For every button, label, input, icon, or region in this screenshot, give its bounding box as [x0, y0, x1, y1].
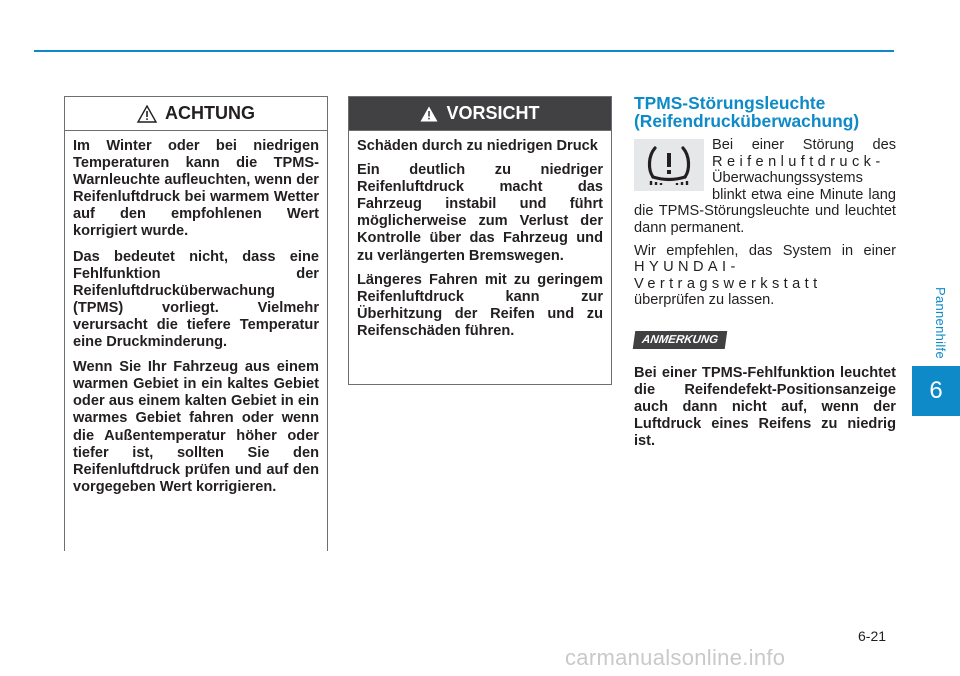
warning-triangle-icon	[137, 105, 157, 123]
vorsicht-header	[349, 97, 611, 130]
vorsicht-paragraph: Ein deutlich zu niedriger Reifenluftdruck macht das Fahrzeug instabil und führt möglicherweise zum Verlust der Kontrolle über das Fahrzeug und zu verlängerten Bremswegen.	[357, 162, 603, 264]
p2-spaced: HYUNDAI-Vertragswerkstatt	[634, 259, 822, 292]
vorsicht-box	[348, 96, 612, 385]
achtung-box	[64, 96, 328, 551]
achtung-title: ACHTUNG	[165, 103, 255, 123]
vorsicht-body	[349, 130, 611, 384]
p2-start: Wir empfehlen, das System in einer	[634, 242, 896, 259]
vorsicht-paragraph: Längeres Fahren mit zu geringem Reifenluftdruck kann zur Überhitzung der Reifen und zu Reifenschäden führen.	[357, 271, 603, 339]
section-intro	[634, 137, 896, 309]
note-text: Bei einer TPMS-Fehlfunktion leuchtet die Reifendefekt-Positionsanzeige auch dann nicht auf, wenn der Luftdruck eines Reifens zu niedrig ist.	[634, 364, 896, 449]
achtung-paragraph: Das bedeutet nicht, dass eine Fehlfunktion der Reifenluftdrucküberwachung (TPMS) vorliegt. Vielmehr verursacht die tiefere Temperatur eine Druckminderung.	[73, 248, 319, 351]
section-title-line2: (Reifendrucküberwachung)	[634, 111, 860, 131]
section-paragraph-2	[634, 243, 896, 309]
chapter-number-tab: 6	[912, 366, 960, 416]
header-rule	[34, 50, 894, 52]
section-title-line1: TPMS-Störungsleuchte	[634, 93, 826, 113]
p1-rest: Überwachungssystems blinkt etwa eine Minute lang die TPMS-Störungsleuchte und leuchtet dann permanent.	[634, 170, 896, 236]
achtung-paragraph: Im Winter oder bei niedrigen Temperaturen kann die TPMS-Warnleuchte aufleuchten, wenn der Reifenluftdruck bei warmem Wetter auf den empfohlenen Wert korrigiert wurde.	[73, 138, 319, 240]
chapter-label: Pannenhilfe	[933, 287, 948, 359]
vorsicht-paragraph: Schäden durch zu niedrigen Druck	[357, 138, 598, 154]
achtung-header	[65, 97, 327, 130]
section-title	[634, 94, 896, 130]
vorsicht-title: VORSICHT	[446, 103, 540, 123]
p2-end: überprüfen zu lassen.	[634, 292, 775, 309]
note-badge: ANMERKUNG	[633, 331, 728, 349]
tpms-section	[634, 94, 896, 450]
p1-start: Bei einer Störung des	[712, 137, 896, 153]
achtung-paragraph: Wenn Sie Ihr Fahrzeug aus einem warmen Gebiet in ein kaltes Gebiet oder aus einem kalten Gebiet in ein warmes Gebiet fahren oder wenn die Außentemperatur höher oder tiefer ist, sollten Sie den Reifenluftdruck prüfen und auf den vorgegeben Wert korrigieren.	[73, 359, 319, 495]
p1-spaced: Reifenluftdruck-	[712, 153, 885, 170]
watermark: carmanualsonline.info	[565, 645, 786, 670]
tpms-warning-icon	[634, 139, 704, 191]
page-number: 6-21	[858, 628, 887, 644]
achtung-body	[65, 130, 327, 551]
warning-triangle-icon	[420, 106, 438, 122]
